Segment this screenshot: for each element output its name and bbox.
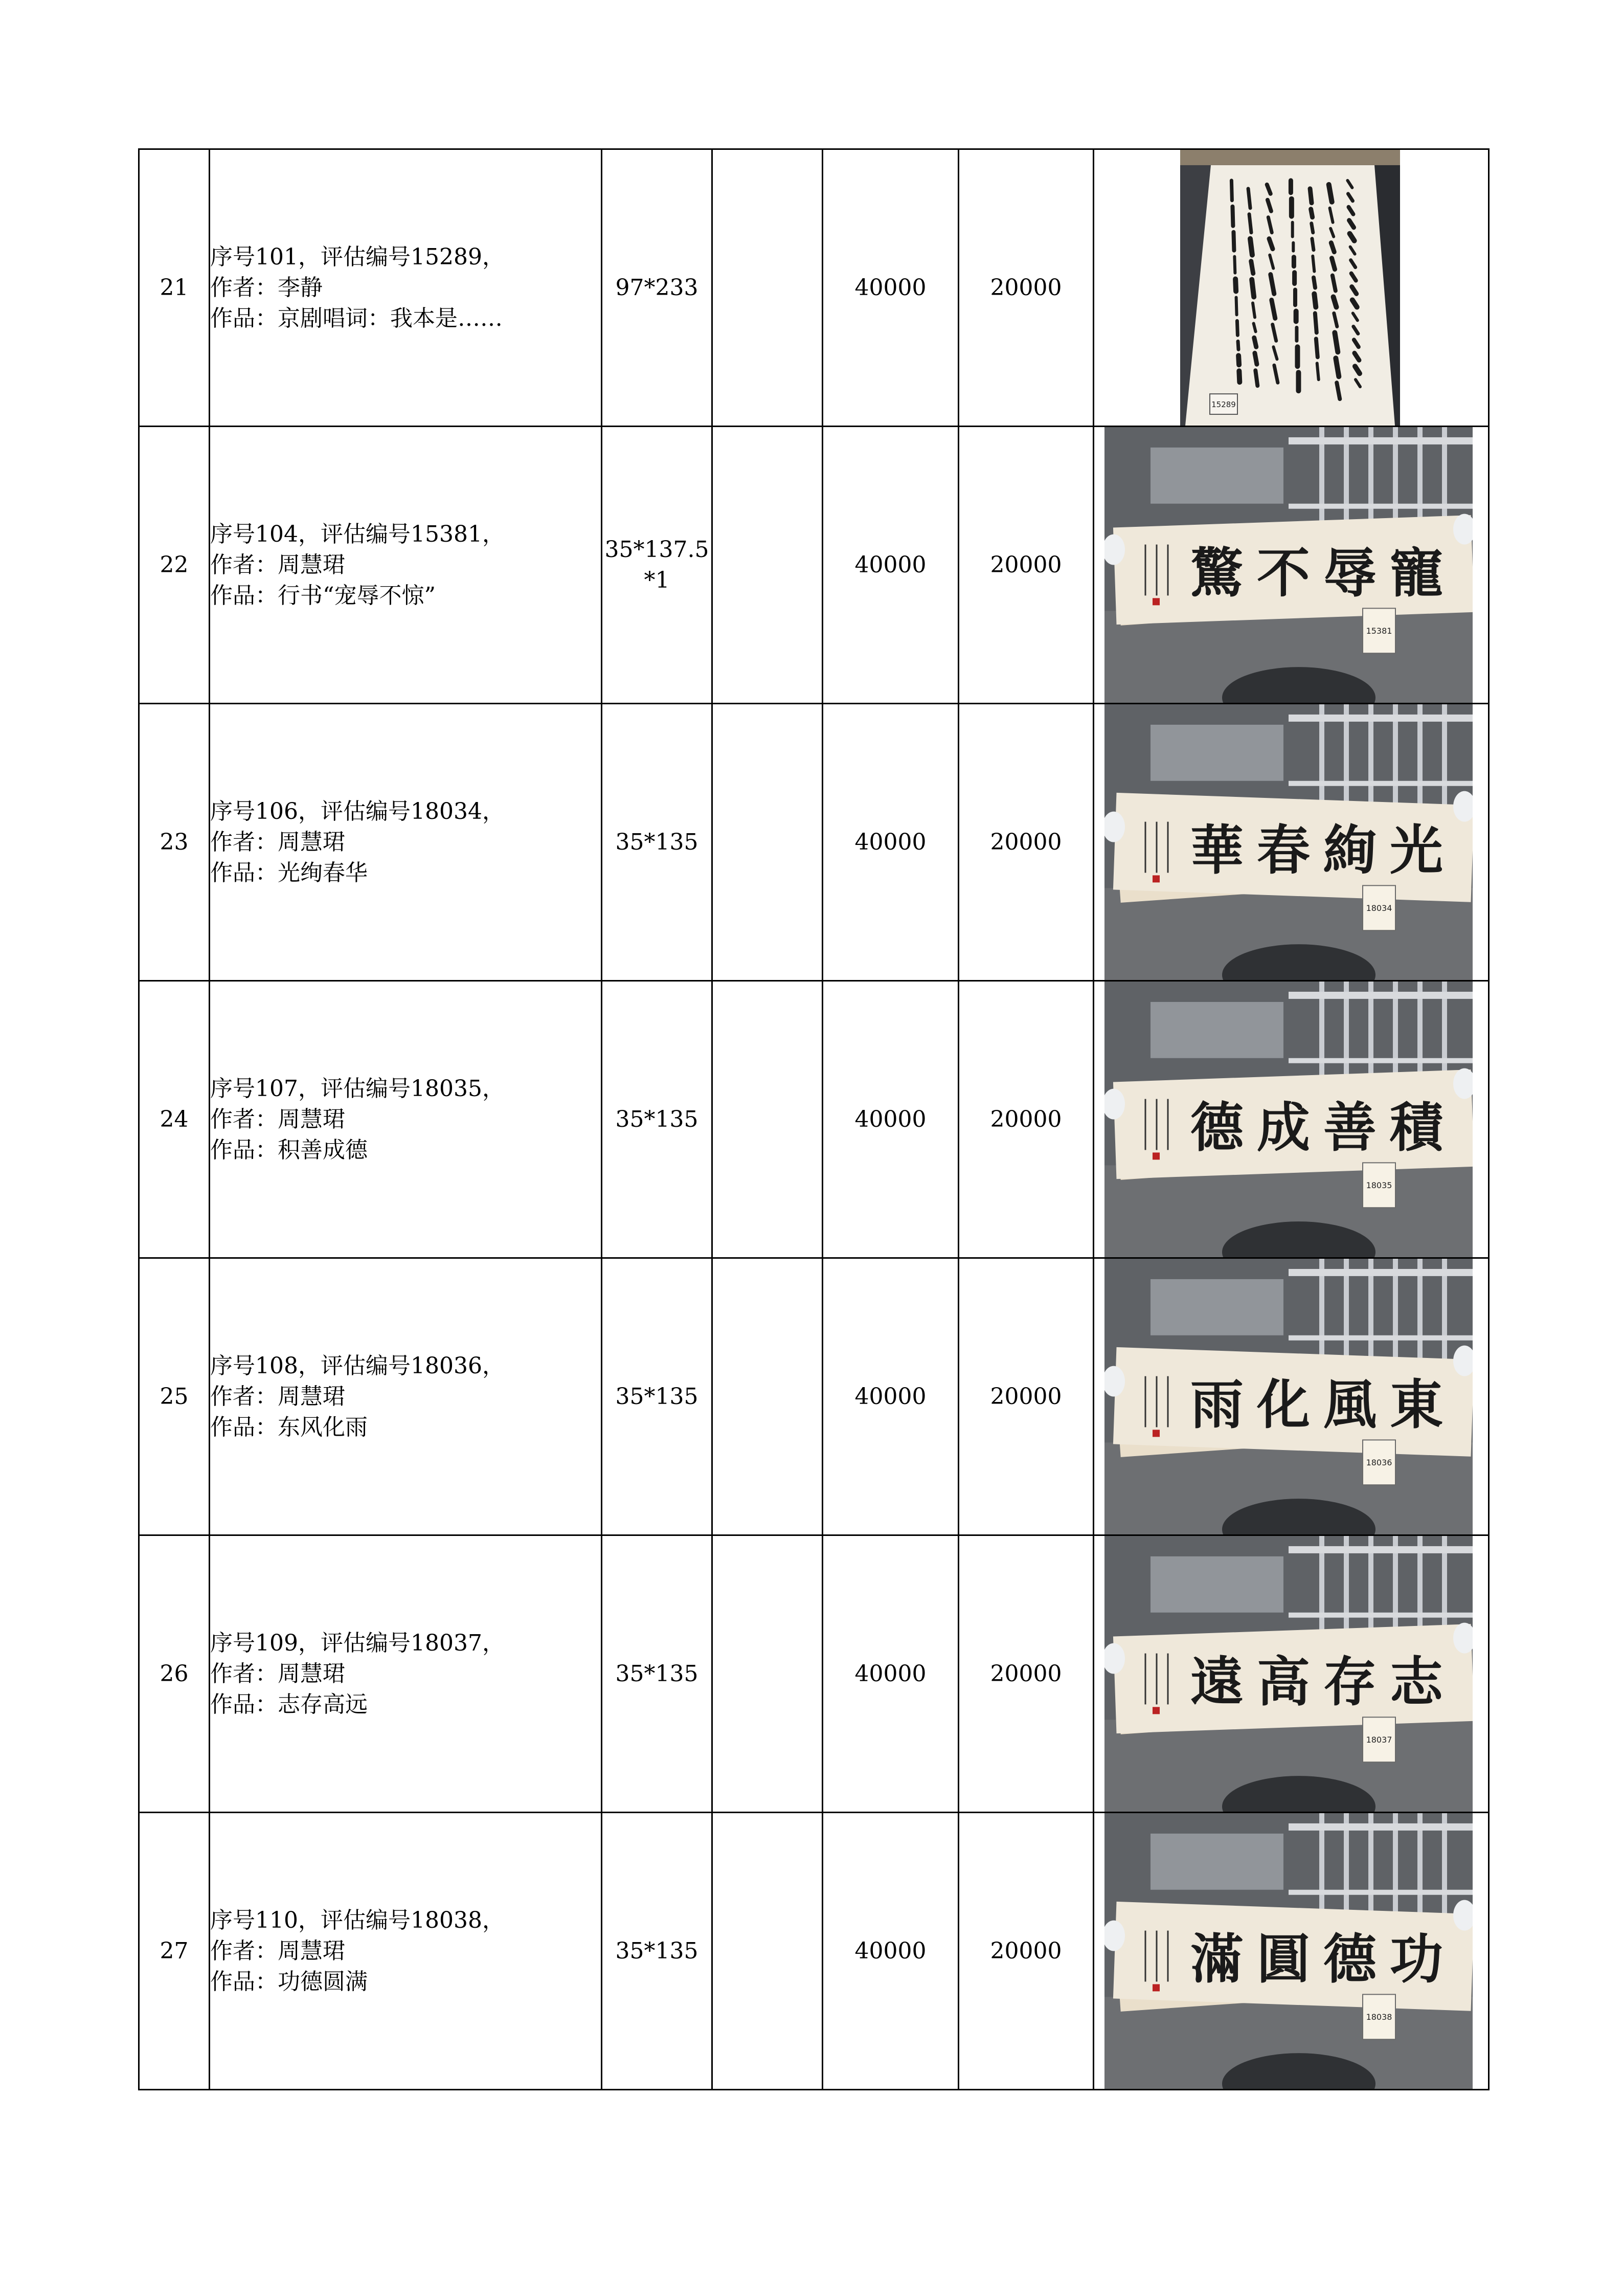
- calligraphy-character: 德: [1323, 1927, 1377, 1991]
- calligraphy-character: 滿: [1190, 1927, 1244, 1991]
- artwork-photo: [1104, 1813, 1473, 2089]
- value-1: 40000: [823, 981, 959, 1258]
- table-row: [139, 427, 1489, 704]
- artwork-photo: [1104, 1259, 1473, 1534]
- value-1: 40000: [823, 1535, 959, 1813]
- author: 作者：周慧珺: [210, 1660, 345, 1687]
- blank-cell: [712, 981, 823, 1258]
- item-description: [210, 704, 602, 981]
- calligraphy-character: 春: [1256, 818, 1311, 882]
- lot-and-appraisal-number: 序号106，评估编号18034，: [210, 798, 505, 824]
- calligraphy-character: 雨: [1190, 1373, 1244, 1436]
- value-2: 20000: [959, 1535, 1094, 1813]
- author: 作者：周慧珺: [210, 1106, 345, 1132]
- work-title: 作品：光绚春华: [210, 859, 368, 886]
- artwork-photo: [1104, 704, 1473, 980]
- work-title: 作品：功德圆满: [210, 1968, 368, 1995]
- calligraphy-character: 高: [1256, 1650, 1311, 1713]
- author: 作者：李静: [210, 274, 323, 301]
- artwork-photo: [1104, 982, 1473, 1257]
- blank-cell: [712, 1813, 823, 2090]
- lot-tag: 15381: [1366, 626, 1392, 636]
- work-title: 作品：积善成德: [210, 1136, 368, 1163]
- lot-and-appraisal-number: 序号110，评估编号18038，: [210, 1907, 505, 1933]
- lot-and-appraisal-number: 序号104，评估编号15381，: [210, 521, 505, 547]
- item-description: [210, 1258, 602, 1535]
- table-row: [139, 1535, 1489, 1813]
- lot-and-appraisal-number: 序号108，评估编号18036，: [210, 1352, 505, 1379]
- calligraphy-character: 志: [1389, 1650, 1443, 1713]
- artwork-photo: [1180, 150, 1400, 426]
- blank-cell: [712, 149, 823, 427]
- dimension-line: *1: [644, 567, 670, 593]
- row-number: 26: [139, 1535, 210, 1813]
- calligraphy-character: 東: [1389, 1373, 1443, 1436]
- author: 作者：周慧珺: [210, 551, 345, 578]
- artwork-photo-cell: [1094, 1535, 1489, 1813]
- value-1: 40000: [823, 427, 959, 704]
- lot-tag: 18034: [1366, 903, 1392, 913]
- value-1: 40000: [823, 1258, 959, 1535]
- artwork-photo-cell: [1094, 981, 1489, 1258]
- dimension-line: 35*137.5: [604, 536, 709, 563]
- calligraphy-character: 圓: [1256, 1927, 1311, 1991]
- calligraphy-character: 風: [1323, 1373, 1377, 1436]
- item-description: [210, 1813, 602, 2090]
- dimensions: [602, 149, 712, 427]
- value-2: 20000: [959, 149, 1094, 427]
- value-2: 20000: [959, 704, 1094, 981]
- row-number: 24: [139, 981, 210, 1258]
- author: 作者：周慧珺: [210, 829, 345, 855]
- row-number: 21: [139, 149, 210, 427]
- value-2: 20000: [959, 981, 1094, 1258]
- lot-tag: 18037: [1366, 1735, 1392, 1745]
- dimension-line: 35*135: [615, 1937, 698, 1964]
- item-description: [210, 1535, 602, 1813]
- calligraphy-character: 德: [1190, 1096, 1244, 1159]
- calligraphy-character: 化: [1256, 1373, 1311, 1436]
- lot-tag: 18038: [1366, 2012, 1392, 2022]
- artwork-photo-cell: [1094, 1258, 1489, 1535]
- dimension-line: 35*135: [615, 1106, 698, 1132]
- calligraphy-character: 寵: [1389, 541, 1443, 605]
- table-row: [139, 1813, 1489, 2090]
- author: 作者：周慧珺: [210, 1937, 345, 1964]
- dimensions: [602, 427, 712, 704]
- calligraphy-character: 不: [1256, 541, 1311, 605]
- calligraphy-character: 存: [1323, 1650, 1377, 1713]
- lot-tag: 15289: [1211, 400, 1236, 410]
- item-description: [210, 981, 602, 1258]
- blank-cell: [712, 1258, 823, 1535]
- item-description: [210, 427, 602, 704]
- calligraphy-character: 驚: [1190, 541, 1244, 605]
- calligraphy-character: 功: [1389, 1927, 1443, 1991]
- value-1: 40000: [823, 1813, 959, 2090]
- artwork-photo-cell: [1094, 149, 1489, 427]
- dimension-line: 35*135: [615, 829, 698, 855]
- dimensions: [602, 1258, 712, 1535]
- blank-cell: [712, 704, 823, 981]
- row-number: 22: [139, 427, 210, 704]
- calligraphy-character: 遠: [1190, 1650, 1244, 1713]
- calligraphy-character: 華: [1190, 818, 1244, 882]
- work-title: 作品：行书“宠辱不惊”: [210, 582, 436, 609]
- artwork-photo-cell: [1094, 1813, 1489, 2090]
- lot-and-appraisal-number: 序号107，评估编号18035，: [210, 1075, 505, 1102]
- calligraphy-character: 善: [1323, 1096, 1377, 1159]
- table-row: [139, 1258, 1489, 1535]
- artwork-photo-cell: [1094, 704, 1489, 981]
- value-1: 40000: [823, 704, 959, 981]
- blank-cell: [712, 427, 823, 704]
- work-title: 作品：东风化雨: [210, 1414, 368, 1440]
- blank-cell: [712, 1535, 823, 1813]
- artwork-photo: [1104, 1536, 1473, 1812]
- appraisal-table: [138, 148, 1490, 2090]
- table-row: [139, 704, 1489, 981]
- row-number: 25: [139, 1258, 210, 1535]
- artwork-photo-cell: [1094, 427, 1489, 704]
- dimensions: [602, 1535, 712, 1813]
- work-title: 作品：京剧唱词：我本是……: [210, 305, 503, 331]
- dimension-line: 35*135: [615, 1383, 698, 1410]
- calligraphy-character: 絢: [1323, 818, 1377, 882]
- table-row: [139, 149, 1489, 427]
- lot-and-appraisal-number: 序号101，评估编号15289，: [210, 243, 505, 270]
- author: 作者：周慧珺: [210, 1383, 345, 1410]
- calligraphy-character: 成: [1256, 1096, 1311, 1159]
- dimension-line: 35*135: [615, 1660, 698, 1687]
- dimensions: [602, 704, 712, 981]
- lot-and-appraisal-number: 序号109，评估编号18037，: [210, 1630, 505, 1656]
- calligraphy-character: 辱: [1323, 541, 1377, 605]
- dimensions: [602, 1813, 712, 2090]
- lot-tag: 18035: [1366, 1180, 1392, 1191]
- value-1: 40000: [823, 149, 959, 427]
- row-number: 23: [139, 704, 210, 981]
- row-number: 27: [139, 1813, 210, 2090]
- dimensions: [602, 981, 712, 1258]
- lot-tag: 18036: [1366, 1458, 1392, 1468]
- value-2: 20000: [959, 1813, 1094, 2090]
- work-title: 作品：志存高远: [210, 1691, 368, 1718]
- calligraphy-character: 光: [1389, 818, 1443, 882]
- calligraphy-character: 積: [1389, 1096, 1443, 1159]
- value-2: 20000: [959, 427, 1094, 704]
- item-description: [210, 149, 602, 427]
- artwork-photo: [1104, 427, 1473, 703]
- table-row: [139, 981, 1489, 1258]
- dimension-line: 97*233: [615, 274, 698, 301]
- value-2: 20000: [959, 1258, 1094, 1535]
